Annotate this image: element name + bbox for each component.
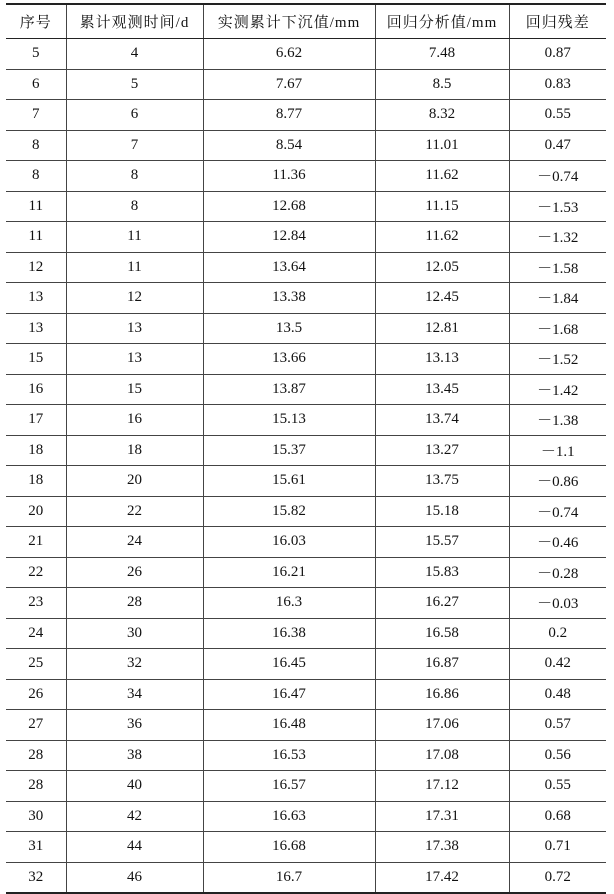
header-serial-number: 序号 [6,4,66,39]
data-table-container [6,3,606,894]
cell-regression-residual: －1.42 [509,374,606,405]
cell-serial-number: 11 [6,191,66,222]
cell-measured-settlement: 15.13 [203,405,375,436]
cell-regression-residual: 0.83 [509,69,606,100]
cell-regression-value: 11.01 [375,130,509,161]
cell-serial-number: 18 [6,435,66,466]
table-row [6,69,606,100]
cell-cumulative-time: 18 [66,435,203,466]
cell-cumulative-time: 5 [66,69,203,100]
cell-regression-value: 17.12 [375,771,509,802]
cell-measured-settlement: 11.36 [203,161,375,192]
cell-measured-settlement: 16.45 [203,649,375,680]
cell-measured-settlement: 12.84 [203,222,375,253]
cell-measured-settlement: 15.61 [203,466,375,497]
table-row [6,161,606,192]
cell-regression-residual: 0.72 [509,862,606,893]
cell-regression-value: 16.58 [375,618,509,649]
cell-regression-residual: －1.32 [509,222,606,253]
cell-regression-value: 13.75 [375,466,509,497]
table-row [6,771,606,802]
cell-cumulative-time: 11 [66,252,203,283]
cell-measured-settlement: 13.66 [203,344,375,375]
cell-cumulative-time: 13 [66,313,203,344]
cell-cumulative-time: 26 [66,557,203,588]
cell-regression-residual: －1.58 [509,252,606,283]
cell-measured-settlement: 16.57 [203,771,375,802]
cell-serial-number: 8 [6,130,66,161]
cell-measured-settlement: 16.48 [203,710,375,741]
cell-serial-number: 13 [6,283,66,314]
cell-measured-settlement: 16.63 [203,801,375,832]
cell-regression-value: 8.5 [375,69,509,100]
cell-cumulative-time: 28 [66,588,203,619]
cell-measured-settlement: 16.3 [203,588,375,619]
cell-cumulative-time: 42 [66,801,203,832]
cell-measured-settlement: 8.77 [203,100,375,131]
table-row [6,100,606,131]
table-row [6,283,606,314]
cell-regression-value: 17.38 [375,832,509,863]
cell-regression-value: 11.15 [375,191,509,222]
cell-serial-number: 5 [6,39,66,70]
cell-serial-number: 26 [6,679,66,710]
table-header-row [6,4,606,39]
table-row [6,313,606,344]
cell-cumulative-time: 40 [66,771,203,802]
cell-regression-residual: －1.38 [509,405,606,436]
cell-measured-settlement: 16.38 [203,618,375,649]
table-row [6,222,606,253]
table-row [6,649,606,680]
cell-cumulative-time: 16 [66,405,203,436]
cell-cumulative-time: 11 [66,222,203,253]
cell-cumulative-time: 12 [66,283,203,314]
table-row [6,39,606,70]
table-row [6,710,606,741]
cell-regression-value: 16.87 [375,649,509,680]
cell-cumulative-time: 8 [66,191,203,222]
settlement-regression-table [6,3,606,894]
cell-regression-residual: －0.74 [509,496,606,527]
cell-regression-value: 13.27 [375,435,509,466]
cell-regression-value: 12.81 [375,313,509,344]
cell-measured-settlement: 12.68 [203,191,375,222]
cell-cumulative-time: 32 [66,649,203,680]
cell-serial-number: 25 [6,649,66,680]
cell-measured-settlement: 13.64 [203,252,375,283]
cell-cumulative-time: 7 [66,130,203,161]
cell-measured-settlement: 16.47 [203,679,375,710]
table-row [6,466,606,497]
cell-regression-residual: 0.71 [509,832,606,863]
cell-regression-value: 17.06 [375,710,509,741]
cell-serial-number: 32 [6,862,66,893]
cell-serial-number: 16 [6,374,66,405]
cell-regression-value: 8.32 [375,100,509,131]
cell-regression-residual: 0.55 [509,100,606,131]
cell-serial-number: 12 [6,252,66,283]
table-row [6,374,606,405]
cell-regression-value: 15.57 [375,527,509,558]
cell-regression-residual: －1.68 [509,313,606,344]
cell-cumulative-time: 38 [66,740,203,771]
cell-regression-residual: 0.2 [509,618,606,649]
cell-regression-residual: －0.46 [509,527,606,558]
cell-serial-number: 27 [6,710,66,741]
cell-regression-residual: －0.74 [509,161,606,192]
table-row [6,527,606,558]
cell-cumulative-time: 15 [66,374,203,405]
cell-serial-number: 20 [6,496,66,527]
table-row [6,252,606,283]
table-row [6,191,606,222]
cell-regression-value: 17.08 [375,740,509,771]
table-row [6,740,606,771]
cell-regression-value: 13.74 [375,405,509,436]
cell-measured-settlement: 13.38 [203,283,375,314]
cell-regression-residual: －1.52 [509,344,606,375]
cell-serial-number: 21 [6,527,66,558]
cell-cumulative-time: 24 [66,527,203,558]
cell-serial-number: 6 [6,69,66,100]
cell-cumulative-time: 30 [66,618,203,649]
cell-regression-value: 16.86 [375,679,509,710]
cell-serial-number: 23 [6,588,66,619]
cell-serial-number: 15 [6,344,66,375]
cell-regression-residual: 0.68 [509,801,606,832]
cell-regression-residual: 0.42 [509,649,606,680]
cell-regression-residual: －0.28 [509,557,606,588]
table-body [6,39,606,894]
cell-cumulative-time: 22 [66,496,203,527]
cell-regression-residual: 0.55 [509,771,606,802]
cell-regression-value: 17.42 [375,862,509,893]
cell-regression-value: 13.13 [375,344,509,375]
cell-serial-number: 28 [6,740,66,771]
cell-regression-value: 11.62 [375,161,509,192]
table-row [6,618,606,649]
header-cumulative-time: 累计观测时间/d [66,4,203,39]
table-row [6,801,606,832]
cell-measured-settlement: 15.82 [203,496,375,527]
cell-regression-value: 15.18 [375,496,509,527]
cell-serial-number: 31 [6,832,66,863]
cell-cumulative-time: 8 [66,161,203,192]
cell-serial-number: 17 [6,405,66,436]
cell-regression-value: 12.05 [375,252,509,283]
cell-regression-value: 11.62 [375,222,509,253]
cell-regression-residual: －0.86 [509,466,606,497]
cell-cumulative-time: 6 [66,100,203,131]
cell-regression-residual: －1.53 [509,191,606,222]
cell-serial-number: 24 [6,618,66,649]
cell-serial-number: 30 [6,801,66,832]
table-row [6,557,606,588]
cell-cumulative-time: 44 [66,832,203,863]
cell-measured-settlement: 6.62 [203,39,375,70]
cell-cumulative-time: 36 [66,710,203,741]
cell-measured-settlement: 16.21 [203,557,375,588]
cell-measured-settlement: 15.37 [203,435,375,466]
cell-measured-settlement: 16.68 [203,832,375,863]
cell-regression-residual: －1.84 [509,283,606,314]
cell-serial-number: 7 [6,100,66,131]
cell-measured-settlement: 16.03 [203,527,375,558]
cell-cumulative-time: 34 [66,679,203,710]
cell-regression-residual: 0.87 [509,39,606,70]
table-row [6,344,606,375]
header-regression-residual: 回归残差 [509,4,606,39]
cell-serial-number: 13 [6,313,66,344]
cell-measured-settlement: 13.5 [203,313,375,344]
cell-regression-residual: 0.48 [509,679,606,710]
table-row [6,435,606,466]
table-row [6,832,606,863]
cell-regression-value: 12.45 [375,283,509,314]
cell-regression-residual: 0.56 [509,740,606,771]
cell-serial-number: 8 [6,161,66,192]
cell-regression-value: 7.48 [375,39,509,70]
cell-cumulative-time: 20 [66,466,203,497]
cell-serial-number: 11 [6,222,66,253]
cell-regression-value: 16.27 [375,588,509,619]
cell-regression-value: 15.83 [375,557,509,588]
cell-cumulative-time: 4 [66,39,203,70]
cell-regression-residual: －1.1 [509,435,606,466]
cell-regression-residual: 0.57 [509,710,606,741]
table-row [6,679,606,710]
cell-measured-settlement: 8.54 [203,130,375,161]
table-row [6,588,606,619]
cell-regression-residual: －0.03 [509,588,606,619]
cell-serial-number: 28 [6,771,66,802]
cell-measured-settlement: 16.53 [203,740,375,771]
cell-measured-settlement: 7.67 [203,69,375,100]
table-row [6,496,606,527]
cell-cumulative-time: 13 [66,344,203,375]
header-regression-value: 回归分析值/mm [375,4,509,39]
cell-regression-residual: 0.47 [509,130,606,161]
cell-regression-value: 13.45 [375,374,509,405]
cell-measured-settlement: 13.87 [203,374,375,405]
cell-serial-number: 22 [6,557,66,588]
table-row [6,130,606,161]
table-row [6,405,606,436]
cell-regression-value: 17.31 [375,801,509,832]
table-row [6,862,606,893]
cell-measured-settlement: 16.7 [203,862,375,893]
cell-serial-number: 18 [6,466,66,497]
cell-cumulative-time: 46 [66,862,203,893]
header-measured-settlement: 实测累计下沉值/mm [203,4,375,39]
